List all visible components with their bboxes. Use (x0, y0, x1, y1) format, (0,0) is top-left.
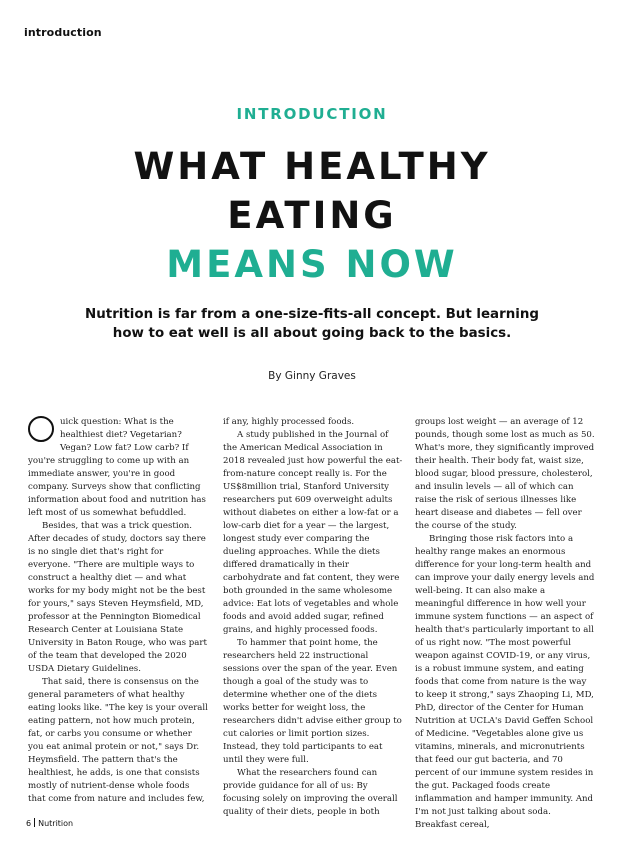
paragraph: A study published in the Journal of the American Medical Association in 2018 revealed just how powerful the eat-from-nature concept really is. For the US$8million trial, Stanford University researchers put 609 overweight adults without diabetes on either a low-fat or a low-carb diet for a year — the largest, longest study ever comparing the dueling approaches. While the diets differed dramatically in their carbohydrate and fat content, they were both grounded in the same wholesome advice: Eat lots of vegetables and whole foods and avoid added sugar, refined grains, and highly processed foods. (223, 430, 403, 635)
column-1 (28, 416, 208, 806)
paragraph: That said, there is consensus on the general parameters of what healthy eating looks like. "The key is your overall eating pattern, not how much protein, fat, or carbs you consume or whether you eat animal protein or not," says Dr. Heymsfield. The pattern that's the healthiest, he adds, is one that consists mostly of nutrient-dense whole foods that come from nature and includes few, (28, 677, 208, 804)
deck: Nutrition is far from a one-size-fits-all concept. But learning how to eat well is all about going back to the basics. (85, 307, 539, 341)
section-tag: introduction (24, 26, 102, 39)
column-2 (223, 416, 403, 819)
headline-line-2: EATING (227, 194, 397, 237)
headline (0, 142, 624, 289)
kicker: INTRODUCTION (236, 105, 388, 123)
headline-line-3: MEANS NOW (166, 243, 458, 286)
paragraph: if any, highly processed foods. (223, 417, 355, 427)
column-3 (415, 416, 595, 832)
drop-cap-circle-icon (28, 416, 54, 442)
paragraph: What the researchers found can provide guidance for all of us: By focusing solely on improving the overall quality of their diets, people in both (223, 768, 398, 817)
folio (26, 818, 73, 828)
paragraph: groups lost weight — an average of 12 pounds, though some lost as much as 50. What's more, they significantly improved their health. Their body fat, waist size, blood sugar, blood pressure, cholesterol, and insulin levels — all of which can raise the risk of serious illnesses like heart disease and diabetes — fell over the course of the study. (415, 417, 595, 531)
paragraph: Bringing those risk factors into a healthy range makes an enormous difference for your long-term health and can improve your daily energy levels and well-being. It can also make a meaningful difference in how well your immune system functions — an aspect of health that's particularly important to all of us right now. "The most powerful weapon against COVID-19, or any virus, is a robust immune system, and eating foods that come from nature is the way to keep it strong," says Zhaoping Li, MD, PhD, director of the Center for Human Nutrition at UCLA's David Geffen School of Medicine. "Vegetables alone give us vitamins, minerals, and micronutrients that feed our gut bacteria, and 70 percent of our immune system resides in the gut. Packaged foods create inflammation and hamper immunity. And I'm not just talking about soda. Breakfast cereal, (415, 534, 595, 830)
paragraph: uick question: What is the healthiest diet? Vegetarian? Vegan? Low fat? Low carb? If you're struggling to come up with an immediate answer, you're in good company. Surveys show that conflicting information about food and nutrition has left most of us somewhat befuddled. (28, 417, 206, 518)
publication-title: Nutrition (38, 819, 74, 828)
byline: By Ginny Graves (268, 370, 356, 382)
page-number: 6 (26, 819, 32, 828)
headline-line-1: WHAT HEALTHY (133, 145, 491, 188)
folio-divider (34, 818, 35, 827)
paragraph: Besides, that was a trick question. After decades of study, doctors say there is no single diet that's right for everyone. "There are multiple ways to construct a healthy diet — and what works for my body might not be the best for yours," says Steven Heymsfield, MD, professor at the Pennington Biomedical Research Center at Louisiana State University in Baton Rouge, who was part of the team that developed the 2020 USDA Dietary Guidelines. (28, 521, 207, 674)
paragraph: To hammer that point home, the researchers held 22 instructional sessions over the span of the year. Even though a goal of the study was to determine whether one of the diets works better for weight loss, the researchers didn't advise either group to cut calories or limit portion sizes. Instead, they told participants to eat until they were full. (223, 638, 402, 765)
